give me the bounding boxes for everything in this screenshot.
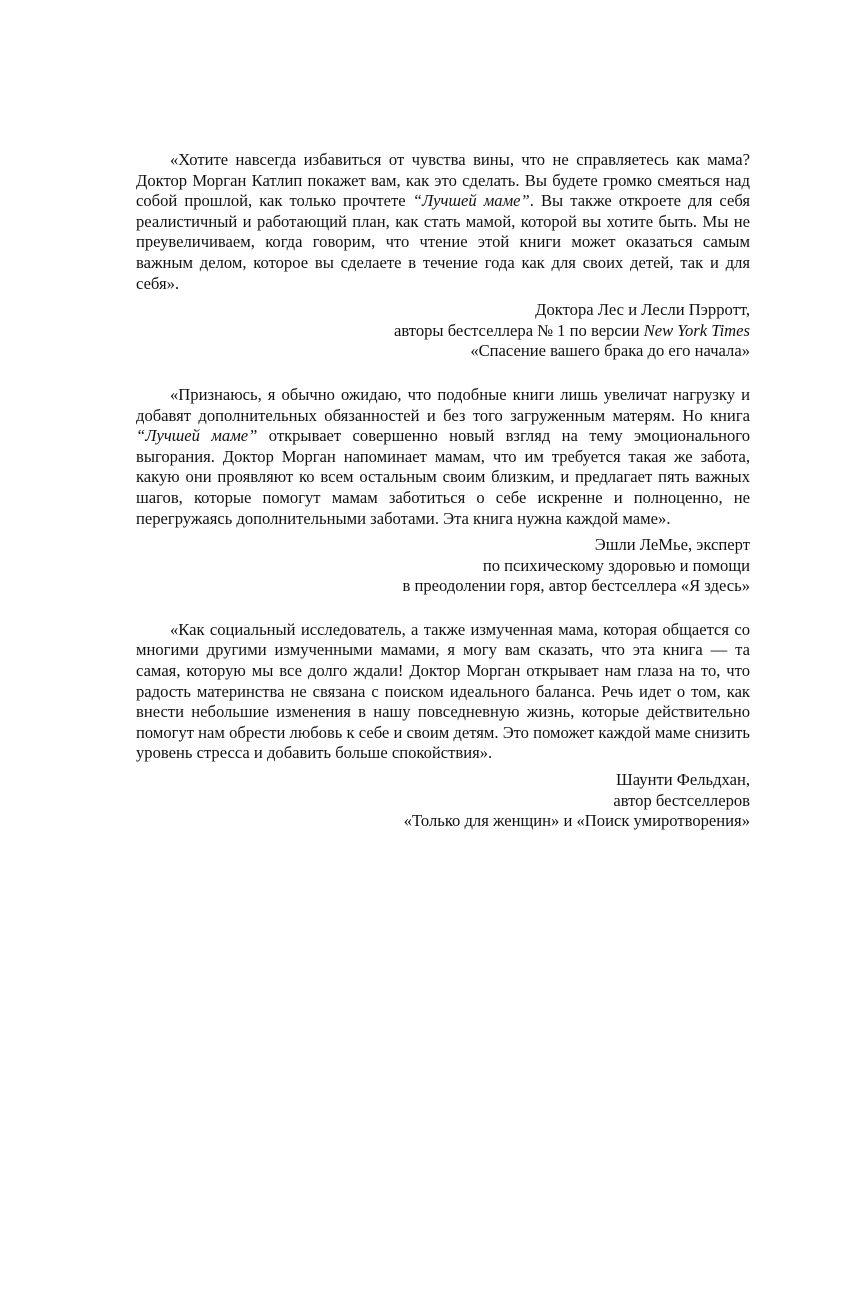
author-credit: автор бестселлеров: [613, 790, 750, 810]
testimonial-quote: «Как социальный исследователь, а также измученная мама, которая общается со многими другими измученными мамами, я могу вам сказать, что эта книга — та самая, которую мы все долго ждали! Доктор Морган открывает нам глаза на то, что радость материнства не связана с поиском идеального баланса. Речь идет о том, как внести небольшие изменения в нашу повседневную жизнь, которые действительно помогут нам обрести любовь к себе и своим детям. Это поможет каждой маме снизить уровень стресса и добавить больше спокойствия».: [136, 619, 750, 763]
testimonials-page: [136, 150, 750, 855]
author-book: в преодолении горя, автор бестселлера «Я здесь»: [402, 576, 750, 596]
testimonial-quote: «Признаюсь, я обычно ожидаю, что подобные книги лишь увеличат нагрузку и добавят дополнительных обязанностей и без того загруженным матерям. Но книга “Лучшей маме” открывает совершенно новый взгляд на тему эмоционального выгорания. Доктор Морган напоминает мамам, что им требуется такая же забота, какую они проявляют ко всем остальным своим близким, и предлагает пять важных шагов, которые помогут мамам заботиться о себе искренне и полноценно, не перегружаясь дополнительными заботами. Эта книга нужна каждой маме».: [136, 384, 750, 528]
author-book: «Спасение вашего брака до его начала»: [470, 341, 750, 361]
author-credit: авторы бестселлера № 1 по версии New York Times: [394, 320, 750, 340]
testimonial-1: [136, 150, 750, 362]
publication-name: New York Times: [643, 320, 750, 340]
book-title-inline: “Лучшей маме”: [136, 426, 258, 446]
testimonial-attribution: [136, 300, 750, 362]
testimonial-attribution: [136, 770, 750, 832]
testimonial-attribution: [136, 535, 750, 597]
author-name: Доктора Лес и Лесли Пэрротт,: [535, 300, 750, 320]
author-credit: по психическому здоровью и помощи: [482, 555, 750, 575]
author-name: Эшли ЛеМье, эксперт: [594, 535, 750, 555]
testimonial-quote: «Хотите навсегда избавиться от чувства вины, что не справляетесь как мама? Доктор Морган Катлип покажет вам, как это сделать. Вы будете громко смеяться над собой прошлой, как только прочтете “Лучшей маме”. Вы также откроете для себя реалистичный и работающий план, как стать мамой, которой вы хотите быть. Мы не преувеличиваем, когда говорим, что чтение этой книги может оказаться самым важным делом, которое вы сделаете в течение года как для своих детей, так и для себя».: [136, 150, 750, 293]
author-book: «Только для женщин» и «Поиск умиротворения»: [403, 811, 750, 831]
book-title-inline: “Лучшей маме”: [412, 191, 530, 211]
testimonial-3: [136, 620, 750, 832]
author-name: Шаунти Фельдхан,: [616, 770, 750, 790]
testimonial-2: [136, 385, 750, 597]
